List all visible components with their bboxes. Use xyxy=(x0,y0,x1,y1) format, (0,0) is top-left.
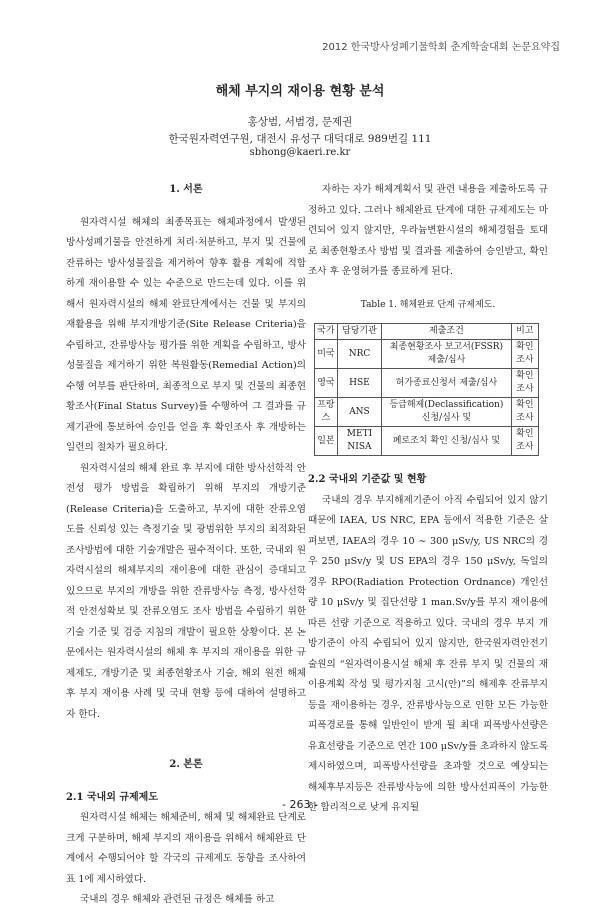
table-cell: 최종현황조사 보고서(FSSR) 제출/심사 xyxy=(382,340,511,369)
table-cell: METI NISA xyxy=(337,427,381,456)
table-row xyxy=(315,369,539,398)
running-header: 2012 한국방사성폐기물학회 춘계학술대회 논문요약집 xyxy=(322,42,560,53)
table-cell: 일본 xyxy=(315,427,338,456)
table-cell: 확인조사 xyxy=(511,340,538,369)
section-heading-body: 2. 본론 xyxy=(169,759,203,770)
table-caption: Table 1. 해체완료 단계 규제제도. xyxy=(360,299,496,310)
table-header-cell: 국가 xyxy=(315,324,338,340)
table-cell: 확인조사 xyxy=(511,369,538,398)
table-cell: ANS xyxy=(337,398,381,427)
paragraph: 국내의 경우 부지해제기준이 아직 수립되어 있지 않기 때문에 IAEA, US NRC, EPA 등에서 적용한 기준은 살펴보면, IAEA의 경우 10 ∼ 300 μSv/y, US NRC의 경우 250 μSv/y 및 US EPA의 경우 150 μSv/y, 독일의 경우 RPO(Radiation Protection Ordnance) 개인선량 10 μSv/y 및 집단선량 1 man.Sv/y를 부지 재이용에 따른 선량 기준으로 적용하고 있다. 국내의 경우 부지 개방기준이 아직 수립되어 있지 않지만, 한국원자력안전기술원의 “원자력이용시설 해체 후 잔류 부지 및 건물의 재이용계획 작성 및 평가지침 고시(안)”의 해제후 잔류부지 등을 재이용하는 경우, 잔류방사능으로 인한 모든 가능한 피폭경로를 통해 일반인이 받게 될 최대 피폭방사선량은 유효선량을 기준으로 연간 100 μSv/y를 초과하지 않도록 제시하였으며, 피폭방사선량을 초과할 것으로 예상되는 해체후부지등은 잔류방사능에 의한 방사선피폭이 가능한 한 합리적으로 낮게 유지될 xyxy=(308,494,548,813)
paper-title: 해체 부지의 재이용 현황 분석 xyxy=(215,84,385,99)
table-cell: 영국 xyxy=(315,369,338,398)
table-header-cell: 비고 xyxy=(511,324,538,340)
table-cell: 확인조사 xyxy=(511,427,538,456)
table-cell: 등급해제(Declassification) 신청/심사 및 xyxy=(382,398,511,427)
paragraph: 원자력시설 해체의 최종목표는 해체과정에서 발생된 방사성폐기물을 안전하게 처리·처분하고, 부지 및 건물에 잔류하는 방사성물질을 제거하여 향후 활용 계획에 적합하게 재이용할 수 있는 수준으로 만드는데 있다. 이를 위해서 원자력시설의 해체 완료단계에서는 건물 및 부지의 재활용을 위해 부지개방기준(Site Release Criteria)을 수립하고, 잔류방사능 평가를 위한 계획을 수립하고, 방사성물질을 제거하기 위한 복원활동(Remedial Action)의 수행 여부를 판단하며, 최종적으로 부지 및 건물의 최종현황조사(Final Status Survey)를 수행하여 그 결과를 규제기관에 통보하여 승인을 얻을 후 확인조사 후 개방하는 일련의 절차가 필요하다. xyxy=(66,216,306,453)
authors: 홍상범, 서범경, 문제권 xyxy=(247,116,353,128)
table-header-row xyxy=(315,324,539,340)
table-cell: 확인조사 xyxy=(511,398,538,427)
table-row xyxy=(315,427,539,456)
table-cell: 허가종료신청서 제출/심사 xyxy=(382,369,511,398)
table-header-cell: 담당기관 xyxy=(337,324,381,340)
paragraph: 원자력시설 해체는 해체준비, 해체 및 해체완료 단계로 크게 구분하며, 해체 부지의 재이용을 위해서 해체완료 단계에서 수행되어야 할 각국의 규제제도 동향을 조사하여 표 1에 제시하였다. xyxy=(66,812,306,885)
affiliation: 한국원자력연구원, 대전시 유성구 대덕대로 989번길 111 xyxy=(168,133,432,145)
table-cell: 폐로조치 확인 신청/심사 및 xyxy=(382,427,511,456)
subsection-heading: 2.2 국내외 기준값 및 현황 xyxy=(308,474,427,485)
right-column xyxy=(308,180,548,819)
page-number: - 263 - xyxy=(282,798,318,811)
table-row xyxy=(315,398,539,427)
table-cell: 미국 xyxy=(315,340,338,369)
table-header-cell: 제출조건 xyxy=(382,324,511,340)
paragraph: 원자력시설의 해체 완료 후 부지에 대한 방사선학적 안전성 평가 방법을 확립하기 위해 부지의 개방기준(Release Criteria)을 도출하고, 부지에 대한 잔류오염도를 신뢰성 있는 측정기술 및 광범위한 부지의 최적화된 조사방법에 대한 기술개발은 필수적이다. 또한, 국내외 원자력시설의 해체부지의 재이용에 대한 관심이 증대되고 있으므로 부지의 개방을 위한 잔류방사능 측정, 방사선학적 안전성확보 및 잔류오염도 조사 방법을 수립하기 위한 기술 기준 및 검증 지침의 개발이 필요한 상황이다. 본 논문에서는 원자력시설의 해체 후 부지의 재이용을 위한 규제제도, 개방기준 및 최종현황조사 기술, 해외 원전 해체 후 부지 재이용 사례 및 국내 현황 등에 대하여 설명하고자 한다. xyxy=(66,462,306,720)
paragraph: 자하는 자가 해체계획서 및 관련 내용을 제출하도록 규정하고 있다. 그러나 해체완료 단계에 대한 규제제도는 마련되어 있지 않지만, 우라늄변환시설의 해체경험을 토대로 최종현황조사 방법 및 결과를 제출하여 승인받고, 확인조사 후 운영허가를 종료하게 된다. xyxy=(308,184,548,277)
paragraph: 국내의 경우 해체와 관련된 규정은 해체를 하고 xyxy=(80,894,275,905)
subsection-heading: 2.1 국내외 규제제도 xyxy=(66,791,158,803)
author-email: sbhong@kaeri.re.kr xyxy=(249,147,351,158)
table-cell: HSE xyxy=(337,369,381,398)
table-row xyxy=(315,340,539,369)
table-cell: NRC xyxy=(337,340,381,369)
table-cell: 프랑스 xyxy=(315,398,338,427)
section-heading-intro: 1. 서론 xyxy=(169,184,203,195)
regulation-table xyxy=(314,323,539,456)
